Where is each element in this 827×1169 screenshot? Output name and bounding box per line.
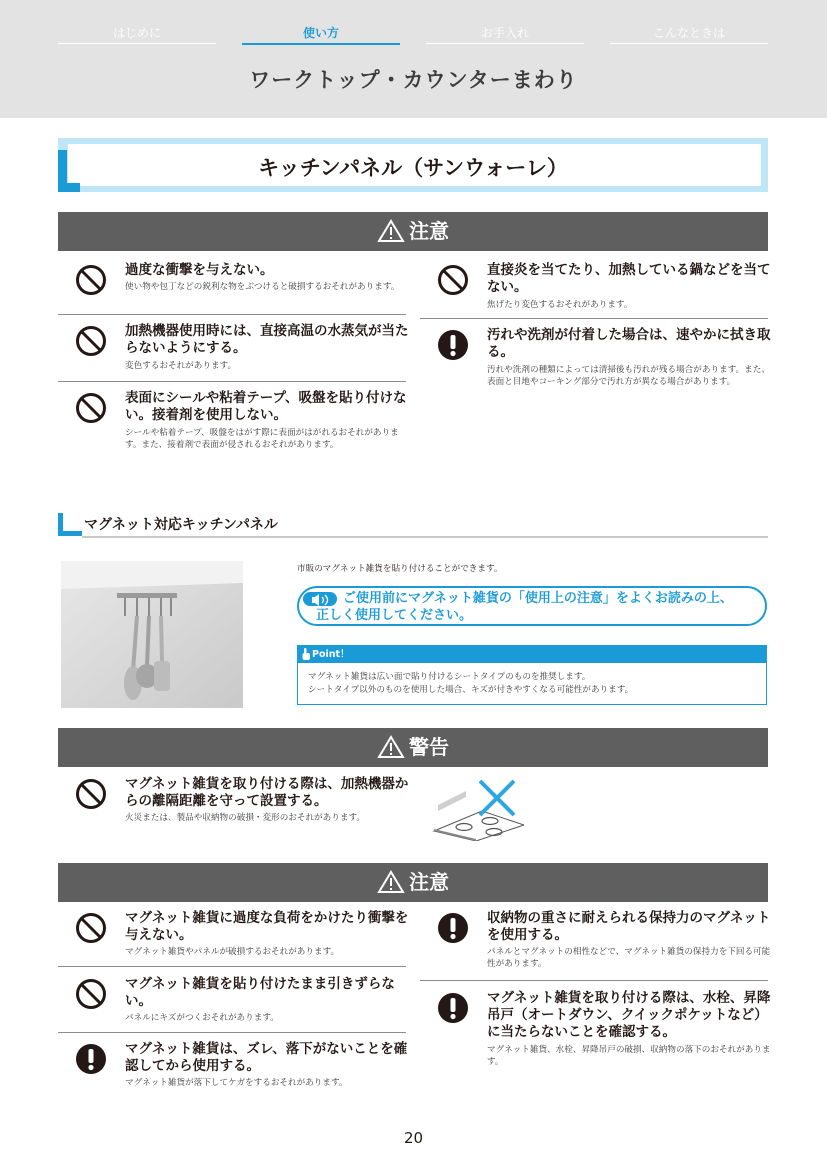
speaker-icon (303, 592, 337, 606)
tab-troubleshooting[interactable]: こんなときは (610, 24, 768, 41)
magnet-hook-photo (61, 561, 243, 708)
caution-heading-bar: 注意 (58, 863, 768, 902)
prohibition-icon (75, 778, 107, 810)
stove-distance-illustration (432, 775, 524, 841)
mandatory-icon (437, 992, 469, 1024)
prohibition-icon (75, 325, 107, 357)
warning-triangle-icon (377, 735, 405, 759)
prohibition-icon (75, 912, 107, 944)
prohibition-icon (75, 264, 107, 296)
warning-heading-bar: 警告 (58, 728, 768, 767)
mandatory-icon (437, 329, 469, 361)
tab-introduction[interactable]: はじめに (58, 24, 216, 41)
caution-heading-bar: 注意 (58, 212, 768, 251)
page-subtitle: ワークトップ・カウンターまわり (249, 68, 578, 92)
warning-triangle-icon (377, 870, 405, 894)
mandatory-icon (75, 1043, 107, 1075)
warning-triangle-icon (377, 219, 405, 243)
subsection-title: マグネット対応キッチンパネル (84, 517, 278, 533)
mandatory-icon (437, 912, 469, 944)
magnet-intro-text: 市販のマグネット雑貨を貼り付けることができます。 (297, 564, 503, 574)
point-label: Point！ (312, 649, 350, 660)
pointing-hand-icon (301, 648, 311, 661)
usage-notice-box: ご使用前にマグネット雑貨の「使用上の注意」をよくお読みの上、 正しく使用してください。 (297, 586, 767, 626)
tab-maintenance[interactable]: お手入れ (426, 24, 584, 41)
prohibition-icon (75, 392, 107, 424)
tab-usage[interactable]: 使い方 (242, 24, 400, 41)
prohibition-icon (437, 264, 469, 296)
point-box: Point！ マグネット雑貨は広い面で貼り付けるシートタイプのものを推奨します。 シートタイプ以外のものを使用した場合、キズが付きやすくなる可能性があります。 (297, 645, 767, 705)
prohibition-icon (75, 978, 107, 1010)
section-title: キッチンパネル（サンウォーレ） (258, 156, 568, 180)
page-header (0, 0, 827, 118)
page-number: 20 (403, 1129, 424, 1147)
